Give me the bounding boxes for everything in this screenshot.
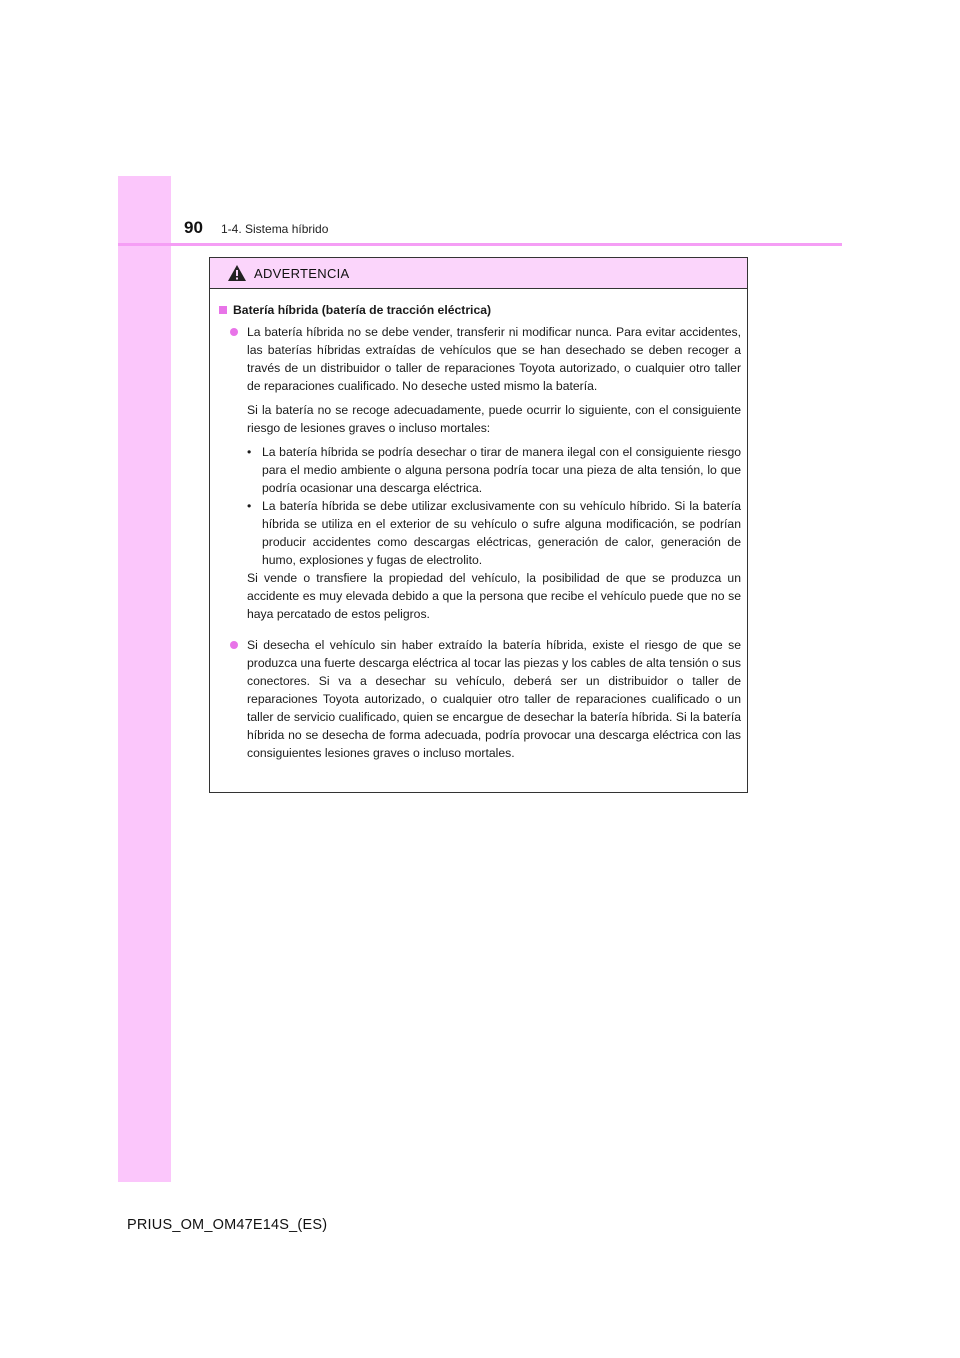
paragraph: Si vende o transfiere la propiedad del vehículo, la posibilidad de que se produzca un accidente es muy elevada debido a que la persona que recibe el vehículo puede que no se haya percatado de estos peligros. (247, 571, 741, 621)
list-item-text: La batería híbrida se podría desechar o tirar de manera ilegal con el consiguiente riesgo para el medio ambiente o alguna persona podría tocar una pieza de alta tensión, lo que podría ocasionar una descarga eléctrica. (262, 445, 741, 495)
paragraph: La batería híbrida no se debe vender, transferir ni modificar nunca. Para evitar accidentes, las baterías híbridas extraídas de vehículos que se han desechado se deben recoger a través de un distribuidor o taller de reparaciones Toyota autorizado, o cualquier otro taller de reparaciones cualificado. No deseche usted mismo la batería. (247, 325, 741, 393)
warning-item-1 (216, 323, 741, 629)
warning-header (210, 258, 747, 289)
warning-body (210, 289, 747, 768)
section-title: 1-4. Sistema híbrido (221, 222, 329, 236)
paragraph: Si la batería no se recoge adecuadamente, puede ocurrir lo siguiente, con el consiguiente riesgo de lesiones graves o incluso mortales: (247, 403, 741, 435)
document-code: PRIUS_OM_OM47E14S_(ES) (127, 1217, 328, 1233)
page-number: 90 (184, 218, 203, 237)
round-bullet-icon (230, 641, 238, 649)
warning-item-2 (216, 636, 741, 768)
list-item-text: La batería híbrida se debe utilizar exclusivamente con su vehículo híbrido. Si la batería híbrida se utiliza en el exterior de su vehículo o sufre alguna modificación, se podrían producir accidentes como descargas eléctricas, generación de calor, generación de humo, explosiones y fugas de electrolito. (262, 499, 741, 567)
warning-box (209, 257, 748, 793)
round-bullet-icon (230, 328, 238, 336)
side-margin-band (118, 176, 171, 1182)
warning-title: ADVERTENCIA (254, 266, 350, 281)
header-rule (118, 243, 842, 246)
dot-bullet-icon: • (247, 445, 252, 459)
list-item (247, 497, 741, 569)
list-item (247, 443, 741, 497)
warning-subheading (216, 301, 741, 319)
dot-bullet-icon: • (247, 499, 252, 513)
warning-triangle-icon (227, 264, 247, 282)
paragraph: Si desecha el vehículo sin haber extraído la batería híbrida, existe el riesgo de que se produzca una fuerte descarga eléctrica al tocar las piezas y los cables de alta tensión o sus conectores. Si va a desechar su vehículo, deberá ser un distribuidor o taller de reparaciones Toyota autorizado, o cualquier otro taller de reparaciones cualificado o un taller de servicio cualificado, quien se encargue de desechar la batería híbrida. Si la batería híbrida no se desecha de forma adecuada, podría provocar una descarga eléctrica con las consiguientes lesiones graves o incluso mortales. (247, 638, 741, 760)
square-bullet-icon (219, 306, 227, 314)
subheading-text: Batería híbrida (batería de tracción eléctrica) (233, 303, 492, 317)
